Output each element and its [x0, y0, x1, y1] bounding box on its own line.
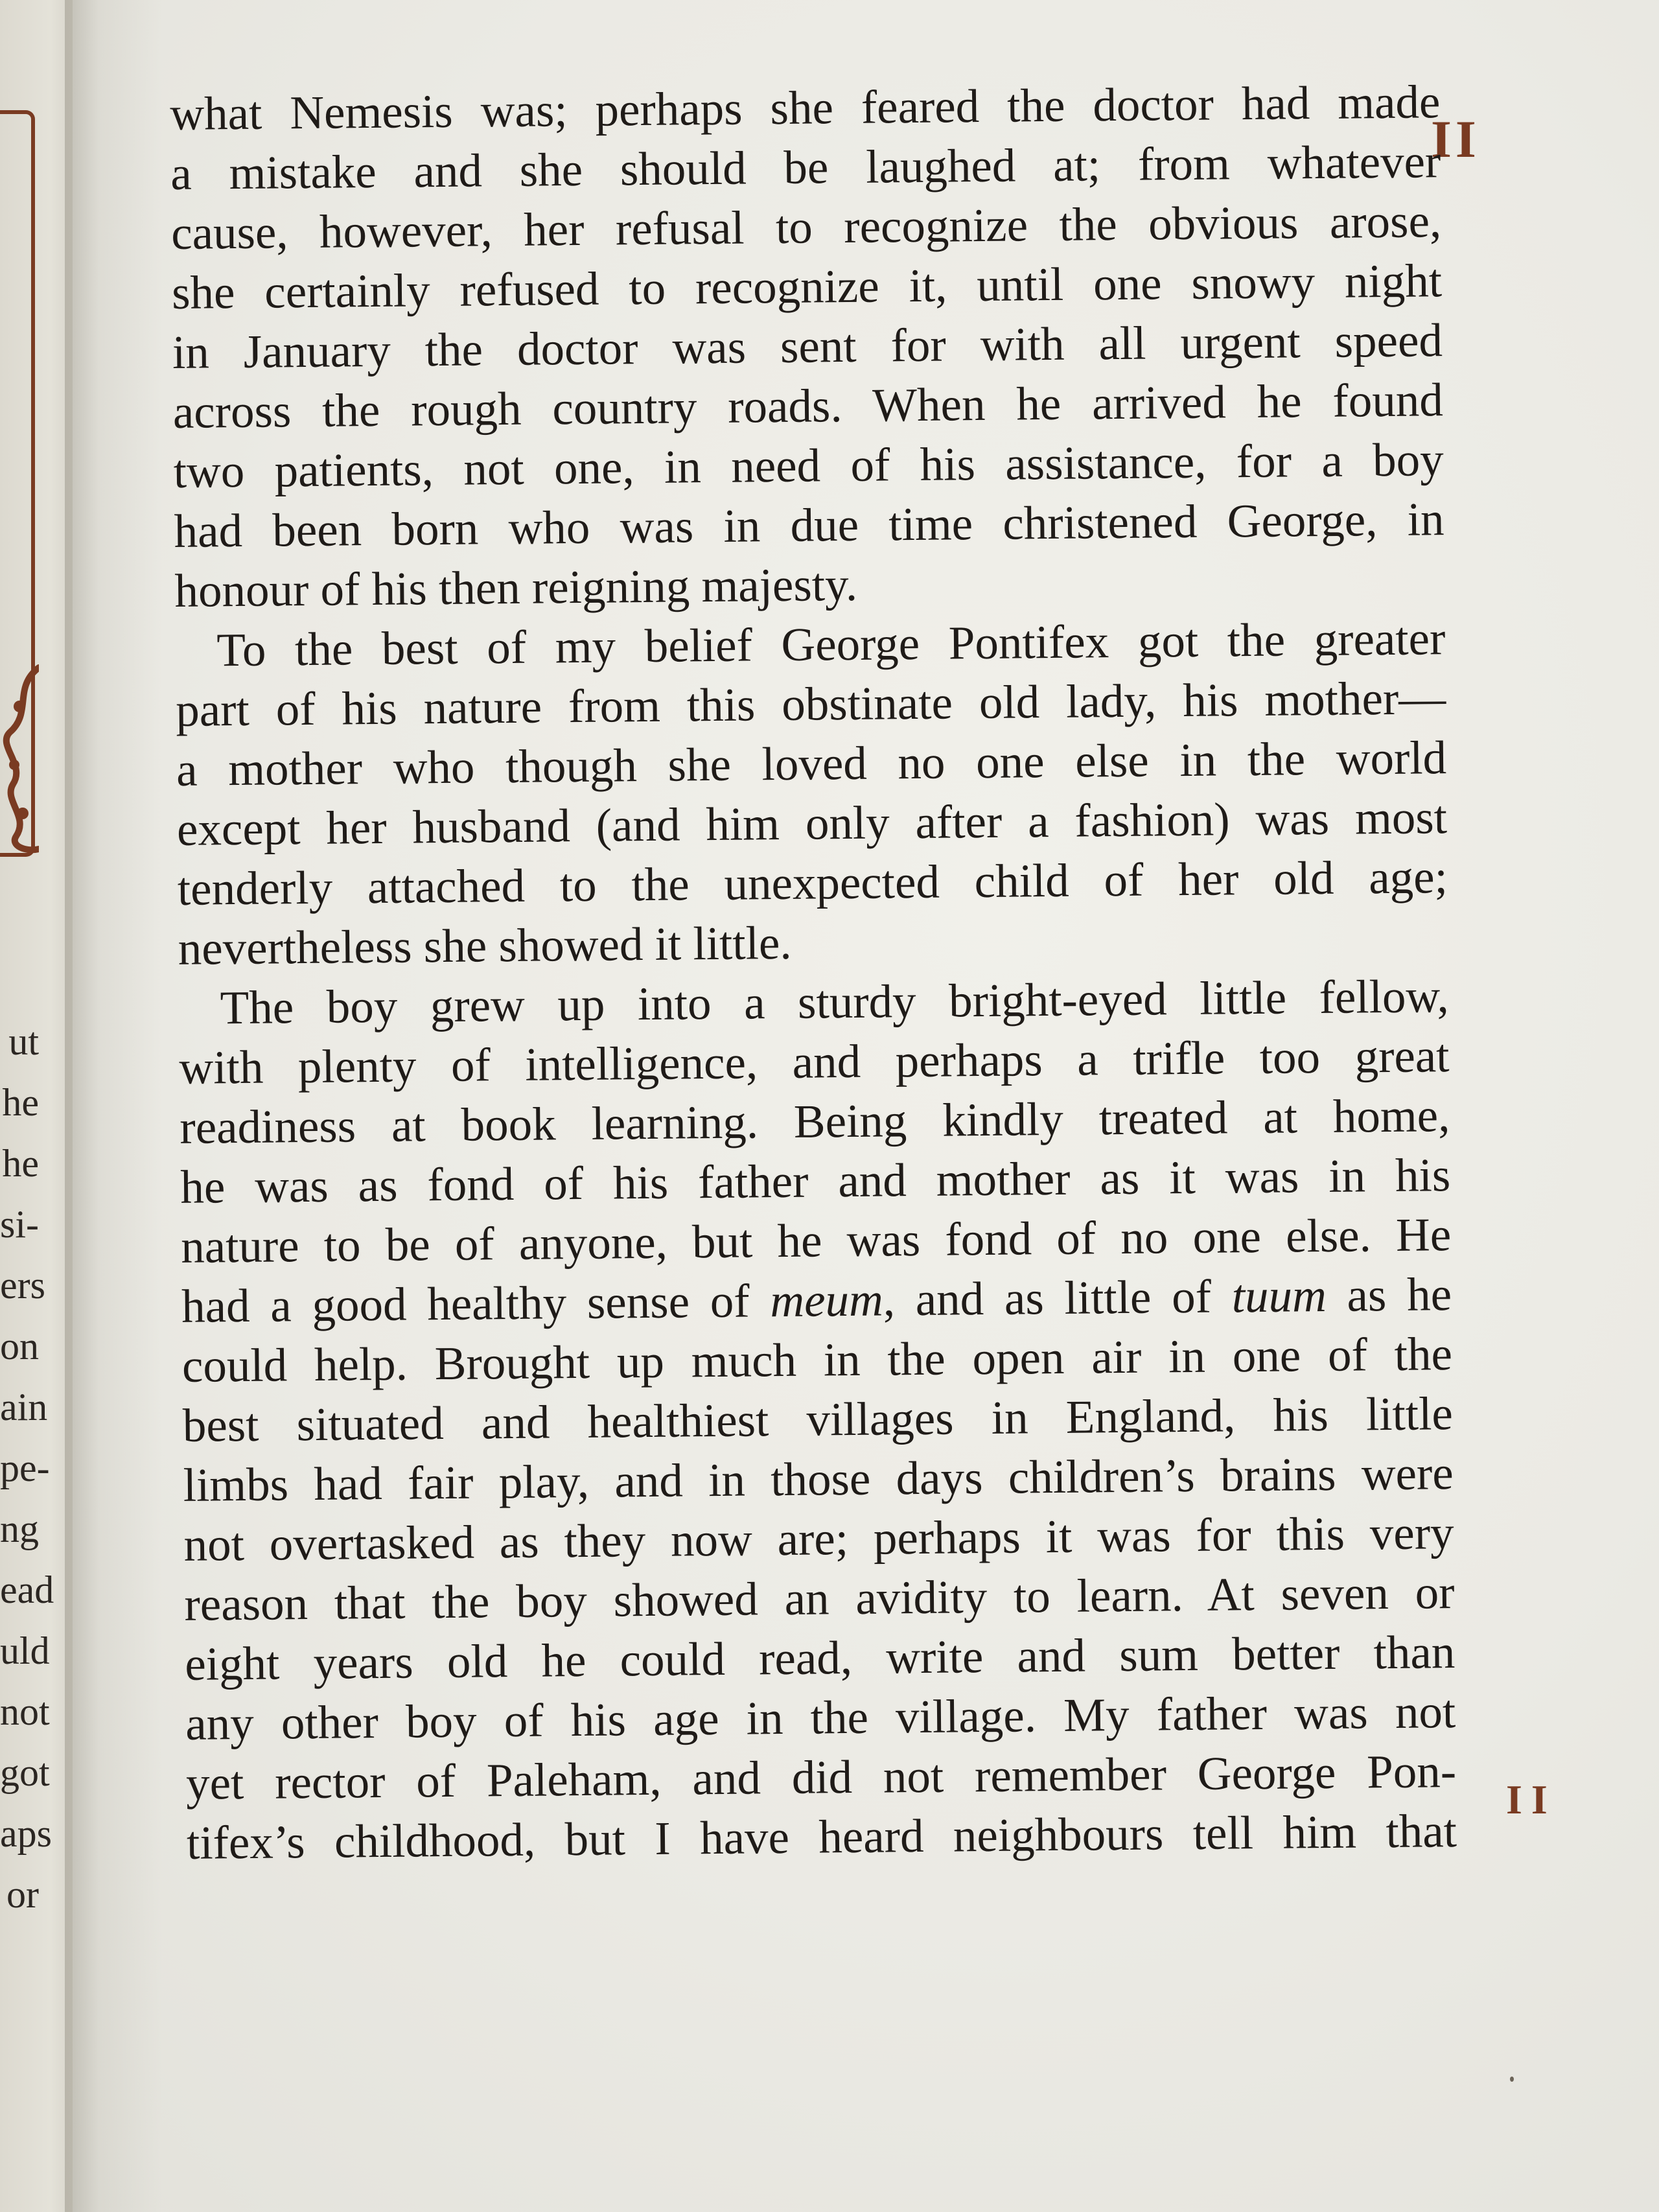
text-line: cause, however, her refusal to recognize the obvious arose, — [170, 194, 1442, 259]
text-line: The boy grew up into a sturdy bright-eyed little fellow, — [220, 970, 1449, 1034]
text-line: limbs had fair play, and in those days children’s brains were — [183, 1447, 1454, 1511]
fragment-line: ers — [0, 1264, 45, 1307]
text-line: any other boy of his age in the village. My father was not — [185, 1685, 1456, 1750]
fragment-line: ead — [0, 1568, 54, 1611]
text-line: in January the doctor was sent for with all urgent speed — [172, 314, 1443, 378]
fragment-line: si- — [0, 1203, 39, 1246]
italic-word-tuum: tuum — [1231, 1268, 1327, 1323]
text-line: best situated and healthiest villages in England, his little — [182, 1387, 1454, 1452]
text-line: not overtasked as they now are; perhaps it was for this very — [183, 1506, 1454, 1571]
text-line: eight years old he could read, write and sum better than — [185, 1625, 1456, 1690]
fragment-line: ng — [0, 1508, 39, 1550]
text-line: a mother who though she loved no one else in the world — [176, 731, 1447, 796]
text-line: with plenty of intelligence, and perhaps a trifle too great — [179, 1029, 1450, 1094]
body-text — [170, 72, 1457, 1873]
text-line: reason that the boy showed an avidity to learn. At seven or — [184, 1566, 1455, 1631]
facing-page-edge — [0, 0, 73, 2212]
text-line: nevertheless she showed it little. — [178, 916, 792, 975]
text-line: nature to be of anyone, but he was fond of no one else. He — [180, 1208, 1452, 1273]
fragment-line: pe- — [0, 1447, 50, 1489]
chapter-marker-bottom: II — [1506, 1776, 1557, 1822]
italic-word-meum: meum — [769, 1273, 884, 1327]
text-line: she certainly refused to recognize it, until one snowy night — [171, 254, 1443, 319]
fragment-line: ut — [8, 1020, 39, 1063]
text-line: two patients, not one, in need of his assistance, for a boy — [173, 433, 1444, 498]
text-line: readiness at book learning. Being kindly treated at home, — [180, 1089, 1450, 1154]
fragment-line: he — [2, 1081, 39, 1124]
facing-page-text-fragments — [0, 1011, 54, 1925]
text-line: honour of his then reigning majesty. — [174, 557, 858, 617]
text-line: a mistake and she should be laughed at; from whatever — [170, 135, 1441, 200]
fragment-line: on — [0, 1325, 39, 1368]
floral-ornament-icon — [0, 661, 39, 856]
text-line: To the best of my belief George Pontifex got the greater — [216, 612, 1446, 677]
text-line: tifex’s childhood, but I have heard neighbours tell him that — [186, 1804, 1457, 1869]
text-line: tenderly attached to the unexpected child of her old age; — [177, 850, 1448, 915]
text-line: could help. Brought up much in the open air in one of the — [181, 1327, 1453, 1392]
fragment-line: aps — [0, 1812, 52, 1855]
text-line: across the rough country roads. When he arrived he found — [172, 373, 1444, 438]
text-line: yet rector of Paleham, and did not remember George Pon- — [185, 1745, 1457, 1810]
text-line: except her husband (and him only after a fashion) was most — [176, 791, 1448, 856]
fragment-line: got — [0, 1751, 50, 1794]
text-fragment: , and as little of — [883, 1270, 1233, 1326]
paper-speck — [1510, 2077, 1514, 2082]
fragment-line: not — [0, 1690, 50, 1733]
fragment-line: or — [6, 1873, 39, 1916]
text-line: had been born who was in due time christened George, in — [174, 493, 1444, 557]
text-line: what Nemesis was; perhaps she feared the doctor had made — [170, 75, 1441, 140]
fragment-line: uld — [0, 1629, 50, 1672]
chapter-marker-top: II — [1431, 110, 1480, 169]
text-fragment: as he — [1326, 1268, 1452, 1321]
text-fragment: had a good healthy sense of — [181, 1274, 771, 1333]
fragment-line: he — [2, 1142, 39, 1185]
text-line: he was as fond of his father and mother as it was in his — [180, 1148, 1451, 1213]
book-gutter-shadow — [65, 0, 162, 2212]
text-line: part of his nature from this obstinate old lady, his mother— — [175, 671, 1446, 736]
fragment-line: ain — [0, 1386, 48, 1428]
